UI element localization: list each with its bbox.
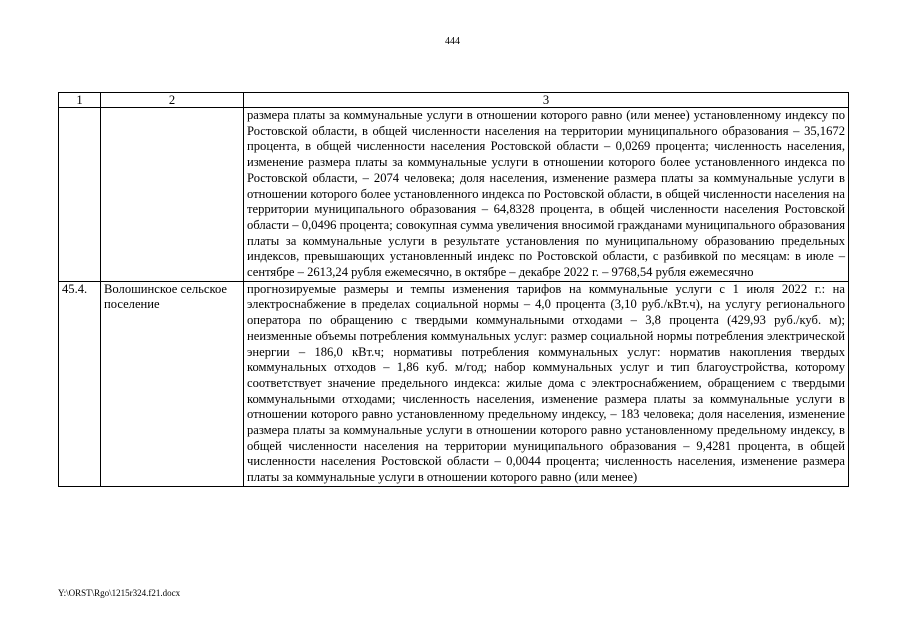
description-cell: прогнозируемые размеры и темпы изменения тарифов на коммунальные услуги с 1 июля 2022 г.: на электроснабжение в пределах социальной нормы – 4,0 процента (3,10 руб./кВт.ч), на услугу регионального оператора по обращению с твердыми коммунальными отходами – 3,8 процента (429,93 руб./куб. м); неизменные объемы потребления коммунальных услуг: размер социальной нормы потребления электрической энергии – 186,0 кВт.ч; нормативы потребления коммунальных услуг: норматив накопления твердых коммунальных отходов – 1,86 куб. м/год; набор коммунальных услуг и тип благоустройства, которому соответствует значение предельного индекса: жилые дома с электроснабжением, обращением с твердыми коммунальными отходами; численность населения, изменение размера платы за коммунальные услуги в отношении которого равно установленному предельному индексу, – 183 человека; доля населения, изменение размера платы за коммунальные услуги в отношении которого равно установленному предельному индексу, в общей численности населения на территории муниципального образования – 9,4281 процента, в общей численности населения Ростовской области – 0,0044 процента; численность населения, изменение размера платы за коммунальные услуги в отношении которого равно (или менее) — [244, 281, 849, 486]
document-filename: Y:\ORST\Rgo\1215r324.f21.docx — [58, 588, 181, 598]
table-row — [59, 108, 849, 282]
table-row — [59, 281, 849, 486]
settlement-name-cell — [101, 108, 244, 282]
description-cell: размера платы за коммунальные услуги в отношении которого равно (или менее) установленному индексу по Ростовской области, в общей численности населения на территории муниципального образования – 35,1672 процента, в общей численности населения Ростовской области – 0,0269 процента; численность населения, изменение размера платы за коммунальные услуги в отношении которого более установленного индекса по Ростовской области, – 2074 человека; доля населения, изменение размера платы за коммунальные услуги в отношении которого более установленного индекса по Ростовской области, в общей численности населения на территории муниципального образования – 64,8328 процента, в общей численности населения Ростовской области – 0,0496 процента; совокупная сумма увеличения вносимой гражданами муниципального образования платы за коммунальные услуги в результате установления по муниципальному образованию предельных индексов, превышающих установленный индекс по Ростовской области, с разбивкой по месяцам: в июле – сентябре – 2613,24 рубля ежемесячно, в октябре – декабре 2022 г. – 9768,54 рубля ежемесячно — [244, 108, 849, 282]
column-header-2: 2 — [101, 93, 244, 108]
settlement-name-cell: Волошинское сельское поселение — [101, 281, 244, 486]
row-number-cell — [59, 108, 101, 282]
column-header-1: 1 — [59, 93, 101, 108]
page-number: 444 — [445, 36, 460, 47]
row-number-cell: 45.4. — [59, 281, 101, 486]
table-header-row — [59, 93, 849, 108]
column-header-3: 3 — [244, 93, 849, 108]
document-table — [58, 92, 849, 487]
